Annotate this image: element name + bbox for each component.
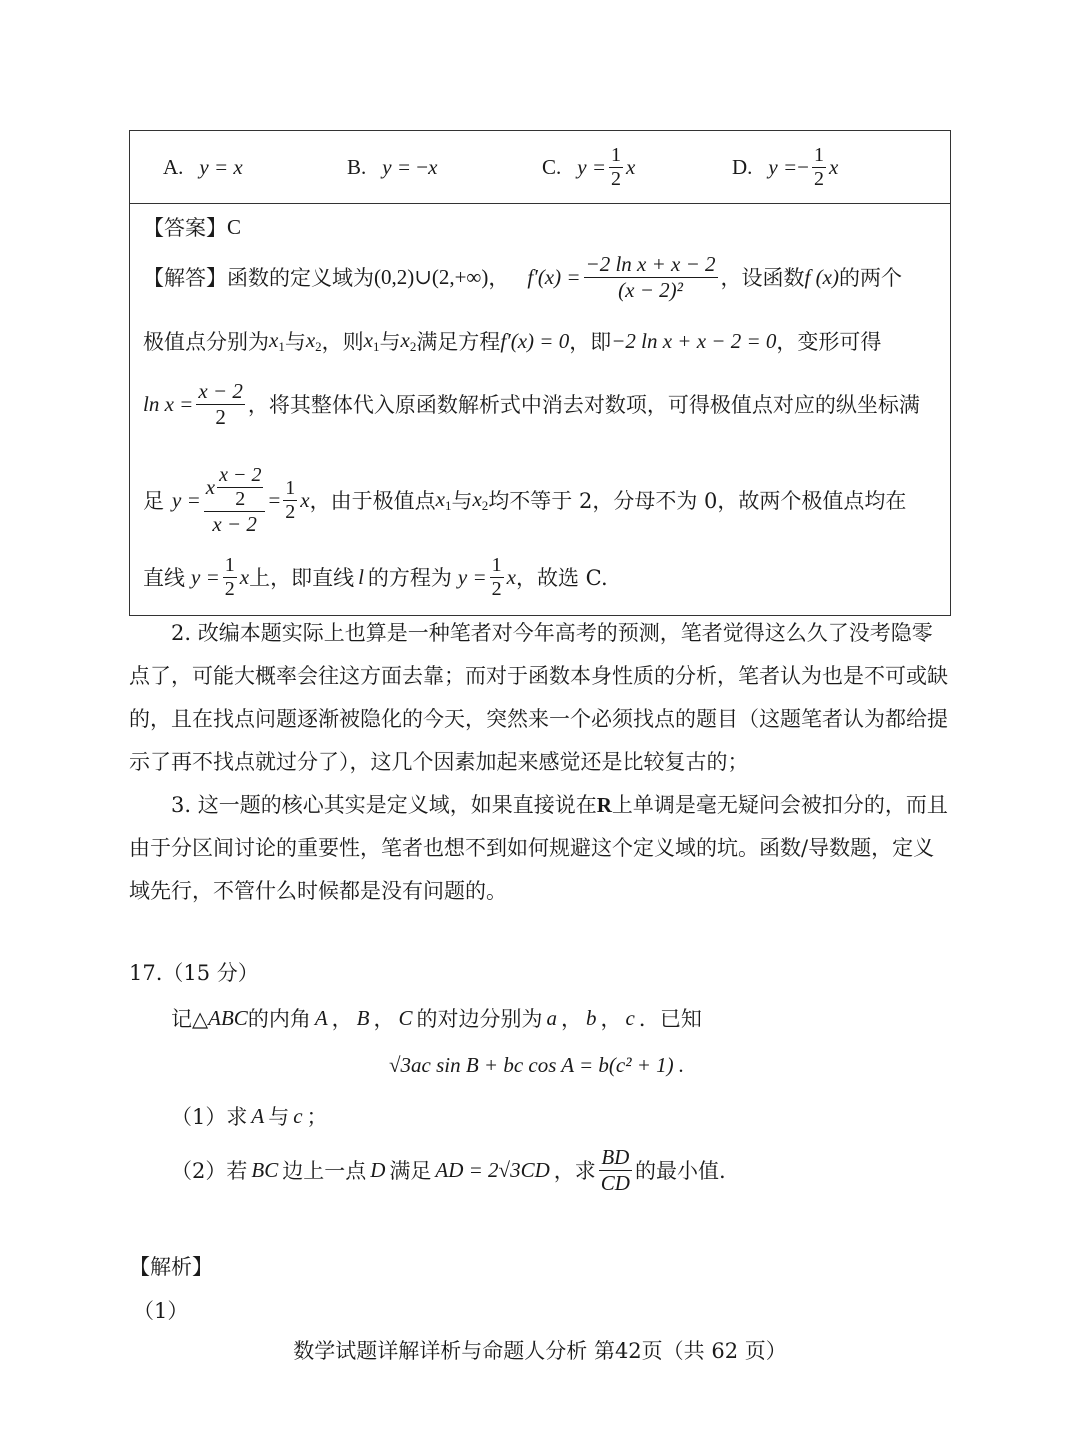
q17-header: 17.（15 分）: [129, 961, 259, 985]
option-a-math: y = x: [199, 154, 243, 179]
option-row: [130, 131, 950, 204]
solution-tag: 【解答】: [143, 266, 227, 290]
option-a-label: A.: [163, 154, 184, 179]
x1: $x_1$: [435, 486, 452, 513]
q17-text: 记△: [171, 1007, 209, 1031]
q17-text: ；: [306, 1105, 328, 1129]
half-fraction: $\frac{1}{2}$: [491, 553, 502, 600]
q17-text: 的内角: [247, 1007, 311, 1031]
solution-text: 与: [379, 330, 401, 354]
solution-text: 的两个: [838, 266, 902, 290]
solution-line-3: [143, 376, 920, 432]
half-fraction: $\frac{1}{2}$: [224, 553, 235, 600]
bd-cd-fraction: $\frac{BD}{CD}$: [600, 1145, 630, 1195]
option-a: [163, 139, 243, 195]
q17-text: ．已知: [638, 1007, 702, 1031]
domain-expression: (0,2)∪(2,+∞): [374, 264, 489, 289]
option-c-var: x: [626, 154, 636, 179]
q17-text: 满足: [389, 1159, 432, 1183]
ln-fraction: $\frac{x - 2}{2}$: [198, 379, 243, 429]
triangle-abc: ABC: [208, 1005, 248, 1030]
angle-a: A: [251, 1103, 265, 1128]
q17-text: （1）求: [171, 1105, 248, 1129]
x2: $x_2$: [472, 486, 489, 513]
answer-table: [129, 130, 951, 616]
y-lhs: y =: [172, 487, 201, 512]
q17-part2: [171, 1140, 726, 1200]
y-lhs: y =: [191, 564, 220, 589]
q17-text: 边上一点: [282, 1159, 367, 1183]
point-d: D: [370, 1157, 386, 1182]
option-d-sign: −: [797, 154, 810, 179]
var-x: x: [506, 564, 516, 589]
solution-text: 足: [143, 489, 164, 513]
derivative-zero: f′(x) = 0: [500, 328, 570, 353]
angle-a: A: [314, 1005, 328, 1030]
analysis-tag: 【解析】: [129, 1255, 213, 1279]
solution-text: ，变形可得: [776, 330, 882, 354]
solution-text: 与: [284, 330, 306, 354]
equals-sign: =: [268, 487, 281, 512]
solution-text: ，故选 C.: [516, 566, 608, 590]
y-lhs: y =: [457, 564, 487, 589]
ad-condition: AD = 2√3CD: [435, 1157, 550, 1182]
solution-text: ，: [488, 266, 510, 290]
solution-text: 均不等于 2，分母不为 0，故两个极值点均在: [488, 489, 907, 513]
side-c: c: [625, 1005, 635, 1030]
solution-text: 函数的定义域为: [227, 266, 374, 290]
option-d-prefix: y =: [768, 154, 798, 179]
q17-text: 与: [268, 1105, 290, 1129]
solution-text: ，将其整体代入原函数解析式中消去对数项，可得极值点对应的纵坐标满: [247, 393, 920, 417]
note-2: 2. 改编本题实际上也算是一种笔者对今年高考的预测，笔者觉得这么久了没考隐零点了，可能大概率会往这方面去靠；而对于函数本身性质的分析，笔者认为也是不可或缺的，且在找点问题逐渐被隐化的今天，突然来一个必须找点的题目（这题笔者认为都给提示了再不找点就过分了），这几个因素加起来感觉还是比较复古的；: [129, 621, 948, 774]
answer-value: C: [227, 214, 242, 239]
solution-text: ，由于极值点: [309, 489, 436, 513]
solution-line-2: [143, 321, 881, 361]
q17-text: 的对边分别为: [416, 1007, 543, 1031]
option-d-label: D.: [732, 154, 753, 179]
part1-label: （1）: [133, 1299, 189, 1323]
half-fraction: $\frac{1}{2}$: [285, 476, 296, 523]
note-3: 3. 这一题的核心其实是定义域，如果直接说在R上单调是毫无疑问会被扣分的，而且由于分区间讨论的重要性，笔者也想不到如何规避这个定义域的坑。函数/导数题，定义域先行，不管什么时候都是没有问题的。: [129, 793, 948, 903]
option-b-math: y = −x: [382, 154, 438, 179]
option-c-fraction: $\frac{1}{2}$: [611, 143, 622, 190]
option-b: [347, 139, 437, 195]
solution-text: ，即: [569, 330, 612, 354]
x2: $x_2$: [305, 327, 322, 354]
solution-text: 与: [451, 489, 473, 513]
equation-2: −2 ln x + x − 2 = 0: [611, 328, 777, 353]
derivative-fraction: $\frac{\text{−2 ln x + x − 2}}{\text{(x − 2)²}}$: [585, 252, 716, 302]
line-l: l: [358, 564, 364, 589]
q17-intro: 记△ ABC 的内角 A ， B ， C 的对边分别为 a ， b ， c ．已知: [171, 998, 702, 1038]
q17-text: （2）若: [171, 1159, 248, 1183]
option-d: [732, 139, 838, 195]
function-fx: f (x): [804, 264, 839, 289]
x1: $x_1$: [269, 327, 285, 354]
answer-line: [143, 209, 241, 245]
side-c: c: [293, 1103, 303, 1128]
var-x: x: [300, 487, 310, 512]
option-d-fraction: $\frac{1}{2}$: [814, 143, 825, 190]
option-d-var: x: [829, 154, 839, 179]
answer-tag: 【答案】: [143, 216, 227, 240]
compound-fraction: x $\frac{x - 2}{2}$ x − 2: [204, 464, 266, 536]
solution-text: 满足方程: [416, 330, 501, 354]
option-c: [542, 139, 635, 195]
side-a: a: [546, 1005, 557, 1030]
option-b-label: B.: [347, 154, 367, 179]
q17-equation: √3ac sin B + bc cos A = b(c² + 1) .: [389, 1052, 685, 1077]
q17-part1: [171, 1096, 328, 1136]
angle-b: B: [356, 1005, 370, 1030]
angle-c: C: [398, 1005, 413, 1030]
solution-text: 上，即直线: [249, 566, 355, 590]
q17-text: ，求: [553, 1159, 596, 1183]
solution-line-4: [143, 447, 906, 553]
solution-text: 直线: [143, 566, 185, 590]
solution-line-1: [143, 249, 902, 305]
segment-bc: BC: [251, 1157, 279, 1182]
derivative-lhs: f′(x) =: [527, 264, 581, 289]
ln-lhs: ln x =: [143, 391, 194, 416]
solution-text: ，则: [321, 330, 364, 354]
x1: $x_1$: [363, 327, 380, 354]
side-b: b: [586, 1005, 597, 1030]
solution-text: ，设函数: [720, 266, 805, 290]
solution-text: 极值点分别为: [143, 330, 269, 354]
solution-line-5: [143, 549, 608, 605]
var-x: x: [239, 564, 250, 589]
solution-text: 的方程为: [367, 566, 452, 590]
option-c-label: C.: [542, 154, 562, 179]
option-c-prefix: y =: [577, 154, 607, 179]
page-footer: 数学试题详解详析与命题人分析 第42页（共 62 页）: [293, 1339, 787, 1363]
q17-text: 的最小值.: [634, 1159, 726, 1183]
x2: $x_2$: [400, 327, 417, 354]
